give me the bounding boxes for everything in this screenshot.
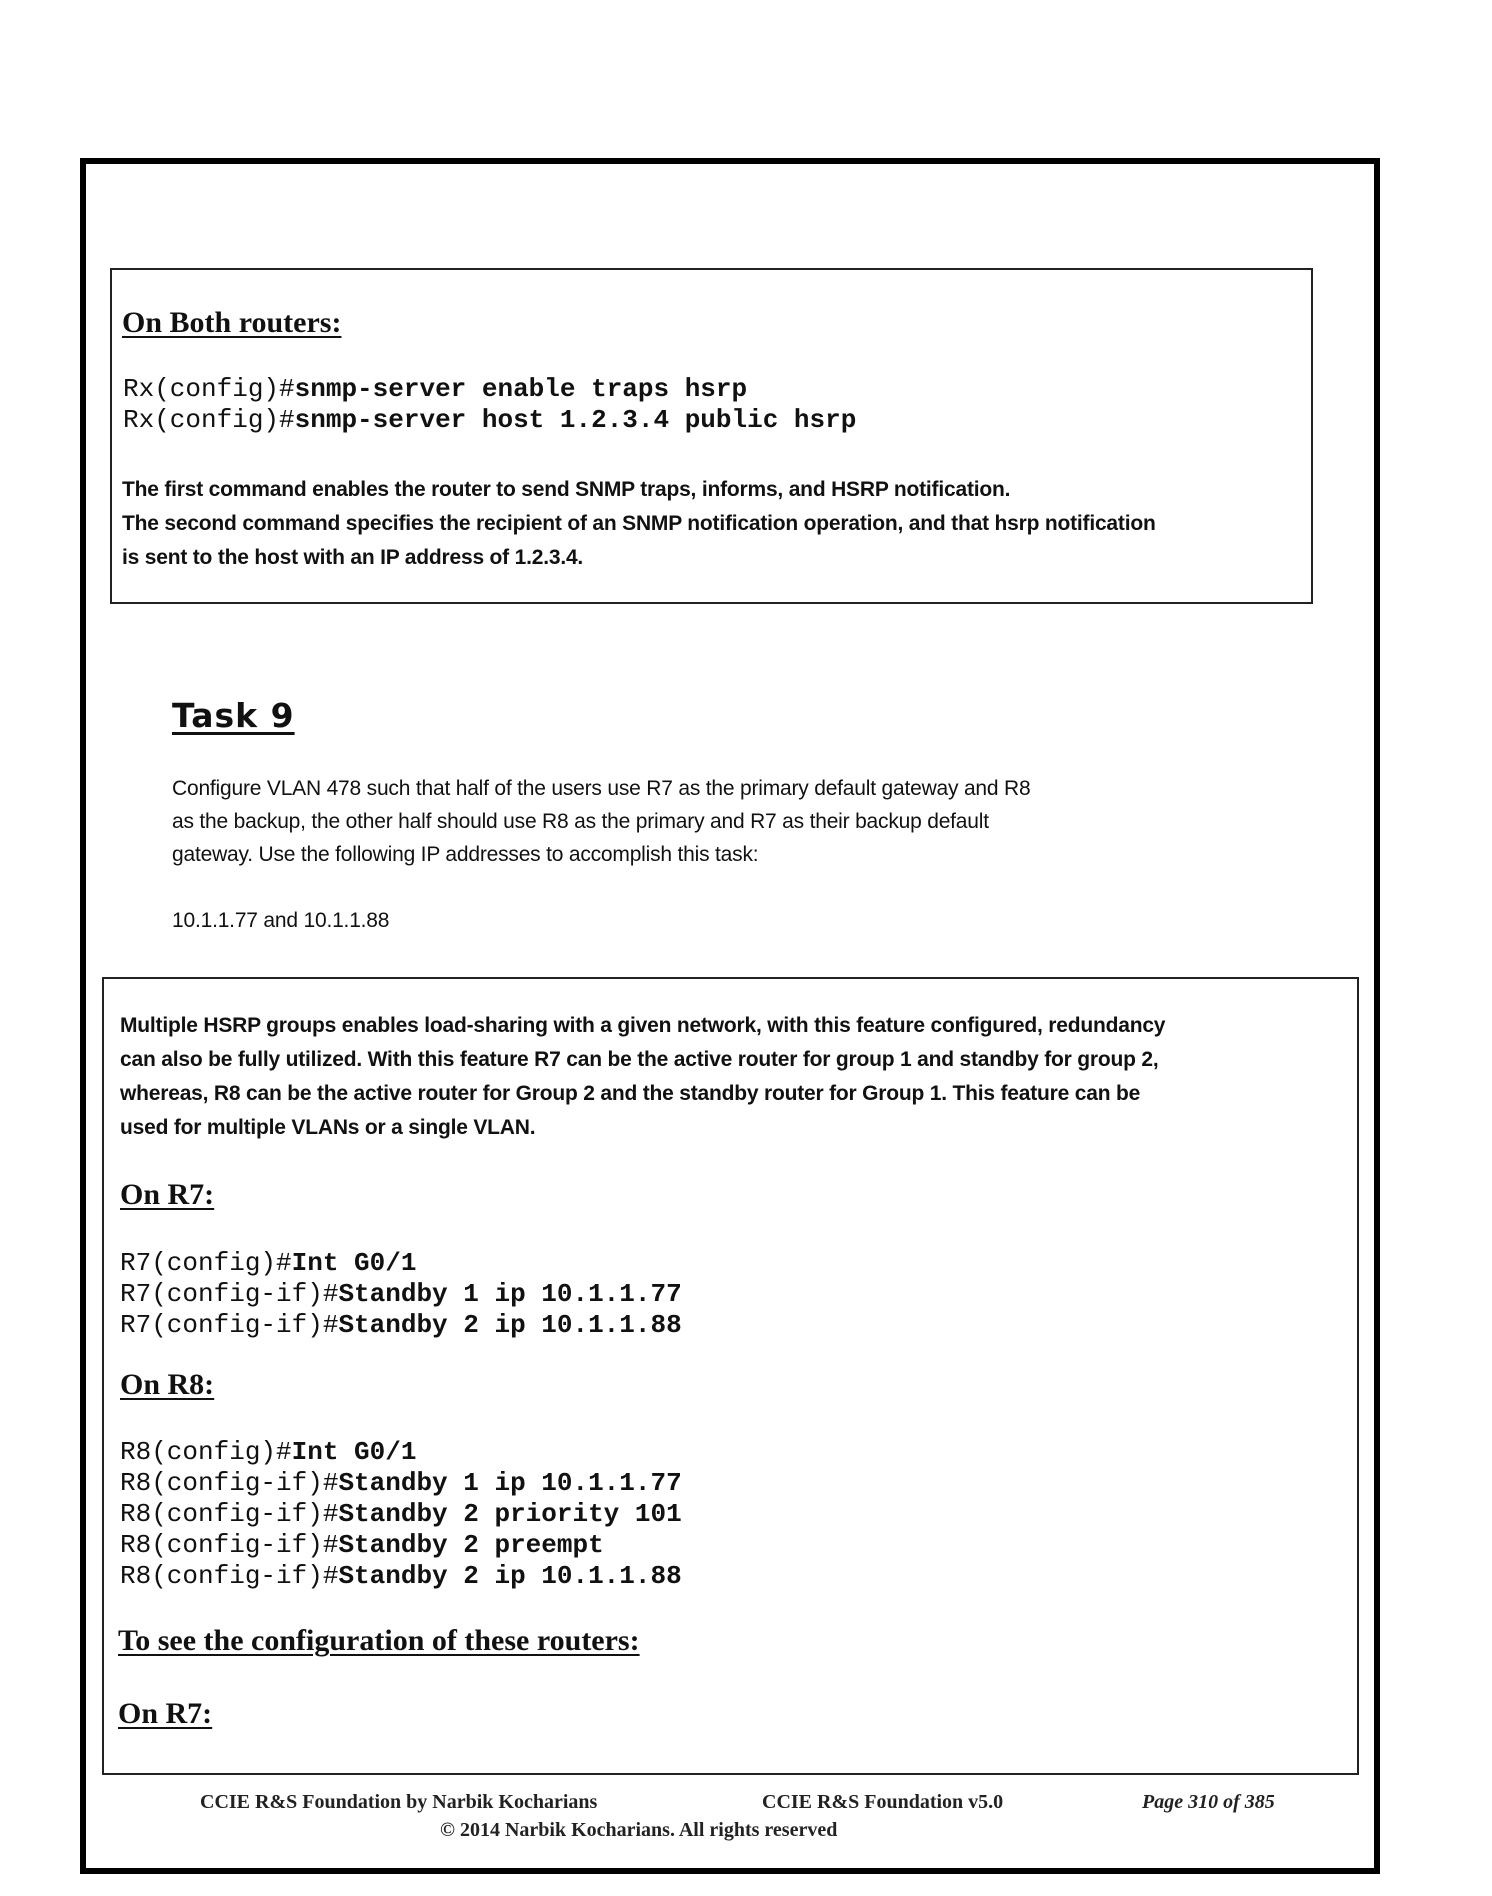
task-text-line-3: gateway. Use the following IP addresses to accomplish this task:	[172, 843, 759, 866]
footer-book-title: CCIE R&S Foundation by Narbik Kocharians	[200, 1791, 598, 1813]
task-ip-addresses: 10.1.1.77 and 10.1.1.88	[172, 909, 390, 932]
code-command: Standby 2 ip 10.1.1.88	[338, 1310, 682, 1340]
code-command: Standby 2 preempt	[338, 1530, 604, 1560]
code-line-r8-1	[120, 1437, 416, 1467]
both-routers-text-line-3: is sent to the host with an IP address of 1.2.3.4.	[122, 546, 584, 569]
code-line-r8-4	[120, 1530, 604, 1560]
code-prompt: Rx(config)#	[123, 374, 295, 404]
footer-copyright: © 2014 Narbik Kocharians. All rights reserved	[440, 1819, 838, 1841]
code-prompt: R8(config-if)#	[120, 1468, 339, 1498]
task-title: Task 9	[172, 696, 295, 735]
task-text-line-1: Configure VLAN 478 such that half of the users use R7 as the primary default gateway and R8	[172, 777, 1031, 800]
both-routers-text-line-1: The first command enables the router to send SNMP traps, informs, and HSRP notification.	[122, 478, 1011, 501]
code-prompt: R8(config)#	[120, 1437, 292, 1467]
section-heading-r7-verify: On R7:	[118, 1697, 213, 1730]
code-command: Standby 2 ip 10.1.1.88	[338, 1561, 682, 1591]
section-heading-both-routers: On Both routers:	[122, 306, 342, 339]
code-command: Standby 2 priority 101	[338, 1499, 682, 1529]
hsrp-text-line-3: whereas, R8 can be the active router for Group 2 and the standby router for Group 1. This feature can be	[120, 1082, 1141, 1105]
code-prompt: R8(config-if)#	[120, 1530, 339, 1560]
task-text-line-2: as the backup, the other half should use R8 as the primary and R7 as their backup default	[172, 810, 989, 833]
code-command: Standby 1 ip 10.1.1.77	[338, 1468, 682, 1498]
code-line-r8-5	[120, 1561, 682, 1591]
code-command: snmp-server enable traps hsrp	[294, 374, 748, 404]
code-prompt: R7(config-if)#	[120, 1279, 339, 1309]
code-line-r7-3	[120, 1310, 682, 1340]
code-line-r7-1	[120, 1248, 416, 1278]
page-number-text: Page 310 of 385	[1142, 1791, 1275, 1813]
both-routers-text-line-2: The second command specifies the recipient of an SNMP notification operation, and that hsrp notification	[122, 512, 1156, 535]
code-command: snmp-server host 1.2.3.4 public hsrp	[294, 405, 857, 435]
code-line-r8-2	[120, 1468, 682, 1498]
code-prompt: R8(config-if)#	[120, 1561, 339, 1591]
section-heading-r8: On R8:	[120, 1368, 215, 1401]
code-line-both-2	[123, 405, 856, 435]
code-prompt: R7(config)#	[120, 1248, 292, 1278]
code-line-r8-3	[120, 1499, 682, 1529]
hsrp-text-line-4: used for multiple VLANs or a single VLAN.	[120, 1116, 536, 1139]
code-prompt: R7(config-if)#	[120, 1310, 339, 1340]
code-prompt: R8(config-if)#	[120, 1499, 339, 1529]
code-command: Standby 1 ip 10.1.1.77	[338, 1279, 682, 1309]
code-prompt: Rx(config)#	[123, 405, 295, 435]
hsrp-text-line-1: Multiple HSRP groups enables load-sharing with a given network, with this feature configured, redundancy	[120, 1014, 1166, 1037]
section-heading-r7: On R7:	[120, 1178, 215, 1211]
footer-version: CCIE R&S Foundation v5.0	[762, 1791, 1004, 1813]
section-heading-see-configuration: To see the configuration of these routers:	[118, 1624, 640, 1657]
code-command: Int G0/1	[291, 1437, 417, 1467]
code-line-r7-2	[120, 1279, 682, 1309]
code-command: Int G0/1	[291, 1248, 417, 1278]
code-line-both-1	[123, 374, 747, 404]
hsrp-text-line-2: can also be fully utilized. With this feature R7 can be the active router for group 1 and standby for group 2,	[120, 1048, 1159, 1071]
footer-page-number	[1142, 1790, 1275, 1814]
